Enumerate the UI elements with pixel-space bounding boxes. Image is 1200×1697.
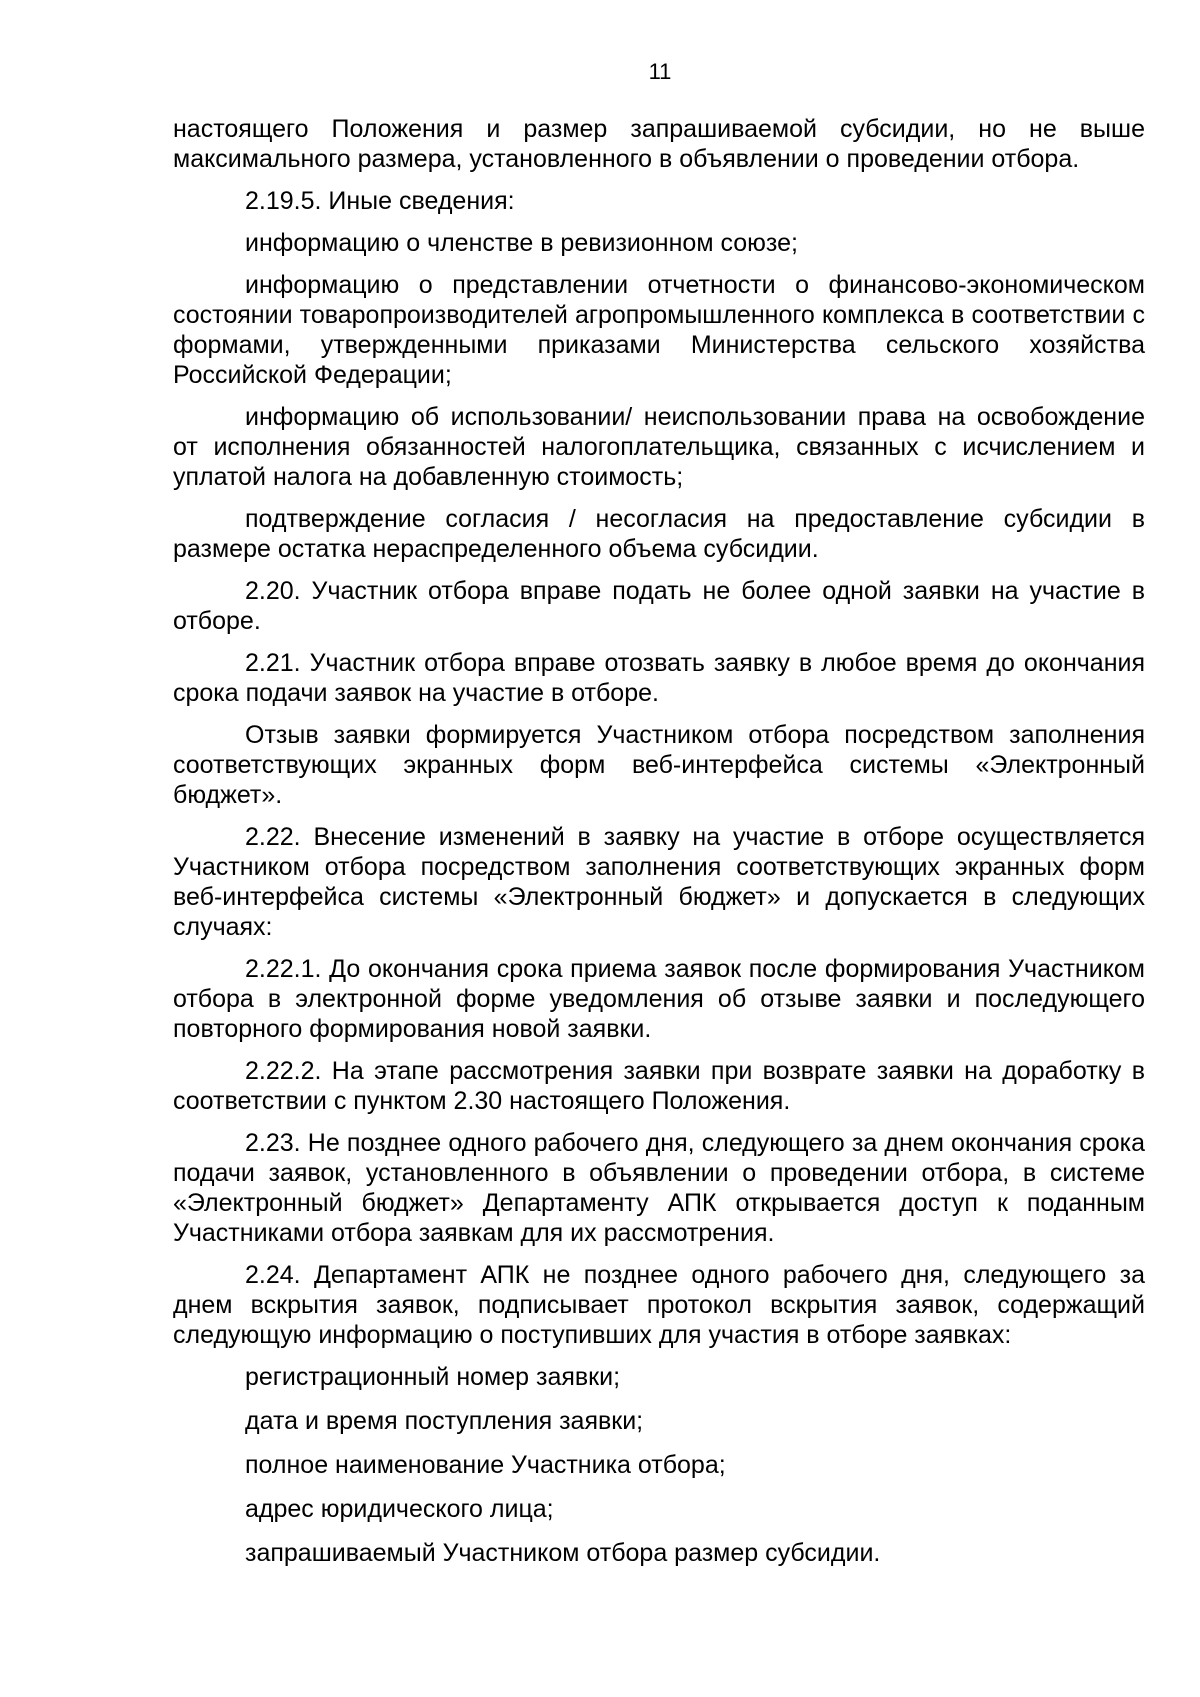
list-item-participant-name: полное наименование Участника отбора; bbox=[245, 1451, 726, 1479]
list-item-legal-address: адрес юридического лица; bbox=[245, 1495, 554, 1523]
paragraph-2-19-5: 2.19.5. Иные сведения: bbox=[245, 187, 515, 215]
document-body bbox=[173, 114, 1145, 1582]
paragraph-2-24: 2.24. Департамент АПК не позднее одного рабочего дня, следующего за днем вскрытия заявок, подписывает протокол вскрытия заявок, содержащий следующую информацию о поступивших для участия в отборе заявках: bbox=[173, 1261, 1145, 1349]
paragraph-continuation: настоящего Положения и размер запрашиваемой субсидии, но не выше максимального размера, установленного в объявлении о проведении отбора. bbox=[173, 115, 1145, 173]
paragraph-consent: подтверждение согласия / несогласия на предоставление субсидии в размере остатка нераспределенного объема субсидии. bbox=[173, 505, 1145, 563]
paragraph-2-22: 2.22. Внесение изменений в заявку на участие в отборе осуществляется Участником отбора посредством заполнения соответствующих экранных форм веб-интерфейса системы «Электронный бюджет» и допускается в следующих случаях: bbox=[173, 823, 1145, 941]
paragraph-2-22-1: 2.22.1. До окончания срока приема заявок после формирования Участником отбора в электронной форме уведомления об отзыве заявки и последующего повторного формирования новой заявки. bbox=[173, 955, 1145, 1043]
paragraph-2-20: 2.20. Участник отбора вправе подать не более одной заявки на участие в отборе. bbox=[173, 577, 1145, 635]
paragraph-2-23: 2.23. Не позднее одного рабочего дня, следующего за днем окончания срока подачи заявок, установленного в объявлении о проведении отбора, в системе «Электронный бюджет» Департаменту АПК открывается доступ к поданным Участниками отбора заявкам для их рассмотрения. bbox=[173, 1129, 1145, 1247]
page-number: 11 bbox=[648, 59, 672, 84]
list-item-requested-amount: запрашиваемый Участником отбора размер субсидии. bbox=[245, 1539, 881, 1567]
list-item-registration-number: регистрационный номер заявки; bbox=[245, 1363, 621, 1391]
paragraph-withdrawal: Отзыв заявки формируется Участником отбора посредством заполнения соответствующих экранных форм веб-интерфейса системы «Электронный бюджет». bbox=[173, 721, 1145, 809]
paragraph-2-21: 2.21. Участник отбора вправе отозвать заявку в любое время до окончания срока подачи заявок на участие в отборе. bbox=[173, 649, 1145, 707]
paragraph-revision-union: информацию о членстве в ревизионном союзе; bbox=[245, 229, 798, 257]
paragraph-vat-exemption: информацию об использовании/ неиспользовании права на освобождение от исполнения обязанностей налогоплательщика, связанных с исчислением и уплатой налога на добавленную стоимость; bbox=[173, 403, 1145, 491]
paragraph-reporting-info: информацию о представлении отчетности о финансово-экономическом состоянии товаропроизводителей агропромышленного комплекса в соответствии с формами, утвержденными приказами Министерства сельского хозяйства Российской Федерации; bbox=[173, 271, 1145, 389]
paragraph-2-22-2: 2.22.2. На этапе рассмотрения заявки при возврате заявки на доработку в соответствии с пунктом 2.30 настоящего Положения. bbox=[173, 1057, 1145, 1115]
list-item-receipt-date: дата и время поступления заявки; bbox=[245, 1407, 644, 1435]
